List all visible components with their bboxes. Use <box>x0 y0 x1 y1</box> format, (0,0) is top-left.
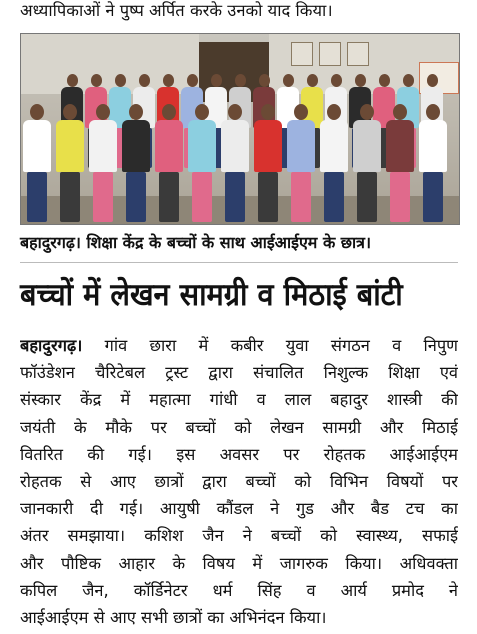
person-legs <box>225 172 245 222</box>
article-body <box>20 332 458 631</box>
dateline: बहादुरगढ़। <box>20 336 83 355</box>
person-head <box>327 104 341 120</box>
person-legs <box>159 172 179 222</box>
person-head <box>307 74 318 87</box>
person-body <box>287 120 315 172</box>
person-head <box>67 74 78 87</box>
person-head <box>426 104 440 120</box>
person-legs <box>390 172 410 222</box>
person-body <box>254 120 282 172</box>
person-body <box>56 120 84 172</box>
person-body <box>419 120 447 172</box>
person-legs <box>27 172 47 222</box>
person-body <box>386 120 414 172</box>
person-head <box>91 74 102 87</box>
group-photo <box>20 33 460 225</box>
previous-article-tail: अध्यापिकाओं ने पुष्प अर्पित करके उनको याद किया। <box>20 1 333 20</box>
body-line: कपिल जैन, कॉर्डिनेटर धर्म सिंह व आर्य प्रमोद ने <box>20 580 458 600</box>
body-line: फॉउंडेशन चैरिटेबल ट्रस्ट द्वारा संचालित निशुल्क शिक्षा एवं <box>20 363 458 383</box>
person-body <box>320 120 348 172</box>
person-legs <box>357 172 377 222</box>
person-legs <box>60 172 80 222</box>
body-line: वितरित की गई। इस अवसर पर रोहतक आईआईएम <box>20 444 458 464</box>
person-head <box>283 74 294 87</box>
person-legs <box>192 172 212 222</box>
wall-frame <box>291 42 313 66</box>
person-head <box>163 74 174 87</box>
body-line: जानकारी दी गई। आयुषी कौंडल ने गुड और बैड टच का <box>20 499 458 519</box>
person-head <box>162 104 176 120</box>
person-head <box>63 104 77 120</box>
body-line <box>20 332 458 359</box>
person-legs <box>93 172 113 222</box>
person-head <box>261 104 275 120</box>
person-head <box>129 104 143 120</box>
person-head <box>331 74 342 87</box>
person-head <box>115 74 126 87</box>
person-legs <box>423 172 443 222</box>
person-body <box>122 120 150 172</box>
person-head <box>96 104 110 120</box>
person-head <box>195 104 209 120</box>
person-body <box>221 120 249 172</box>
divider <box>20 262 458 263</box>
person-head <box>187 74 198 87</box>
body-line: अंतर समझाया। कशिश जैन ने बच्चों को स्वास्थ्य, सफाई <box>20 526 458 546</box>
person-head <box>403 74 414 87</box>
person-body <box>155 120 183 172</box>
body-line: आईआईएम से आए सभी छात्रों का अभिनंदन किया। <box>20 607 327 627</box>
person-legs <box>291 172 311 222</box>
person-head <box>393 104 407 120</box>
person-body <box>89 120 117 172</box>
person-head <box>360 104 374 120</box>
wall-frame <box>347 42 369 66</box>
body-line-text: गांव छारा में कबीर युवा संगठन व निपुण <box>82 336 458 355</box>
person-body <box>188 120 216 172</box>
person-head <box>228 104 242 120</box>
person-head <box>379 74 390 87</box>
person-legs <box>324 172 344 222</box>
body-line: संस्कार केंद्र में महात्मा गांधी व लाल बहादुर शास्त्री की <box>20 390 458 410</box>
person-head <box>211 74 222 87</box>
person-head <box>235 74 246 87</box>
person-body <box>353 120 381 172</box>
person-head <box>427 74 438 87</box>
person-head <box>259 74 270 87</box>
person-head <box>139 74 150 87</box>
headline: बच्चों में लेखन सामग्री व मिठाई बांटी <box>20 277 403 313</box>
person-head <box>294 104 308 120</box>
person-body <box>23 120 51 172</box>
person-head <box>355 74 366 87</box>
body-line: जयंती के मौके पर बच्चों को लेखन सामग्री और मिठाई <box>20 417 458 437</box>
body-line: रोहतक से आए छात्रों द्वारा बच्चों को विभिन विषयों पर <box>20 471 458 491</box>
body-line: और पौष्टिक आहार के विषय में जागरुक किया। अधिवक्ता <box>20 553 458 573</box>
wall-frame <box>319 42 341 66</box>
person-legs <box>258 172 278 222</box>
person-head <box>30 104 44 120</box>
person-legs <box>126 172 146 222</box>
photo-caption: बहादुरगढ़। शिक्षा केंद्र के बच्चों के साथ आईआईएम के छात्र। <box>20 233 372 252</box>
